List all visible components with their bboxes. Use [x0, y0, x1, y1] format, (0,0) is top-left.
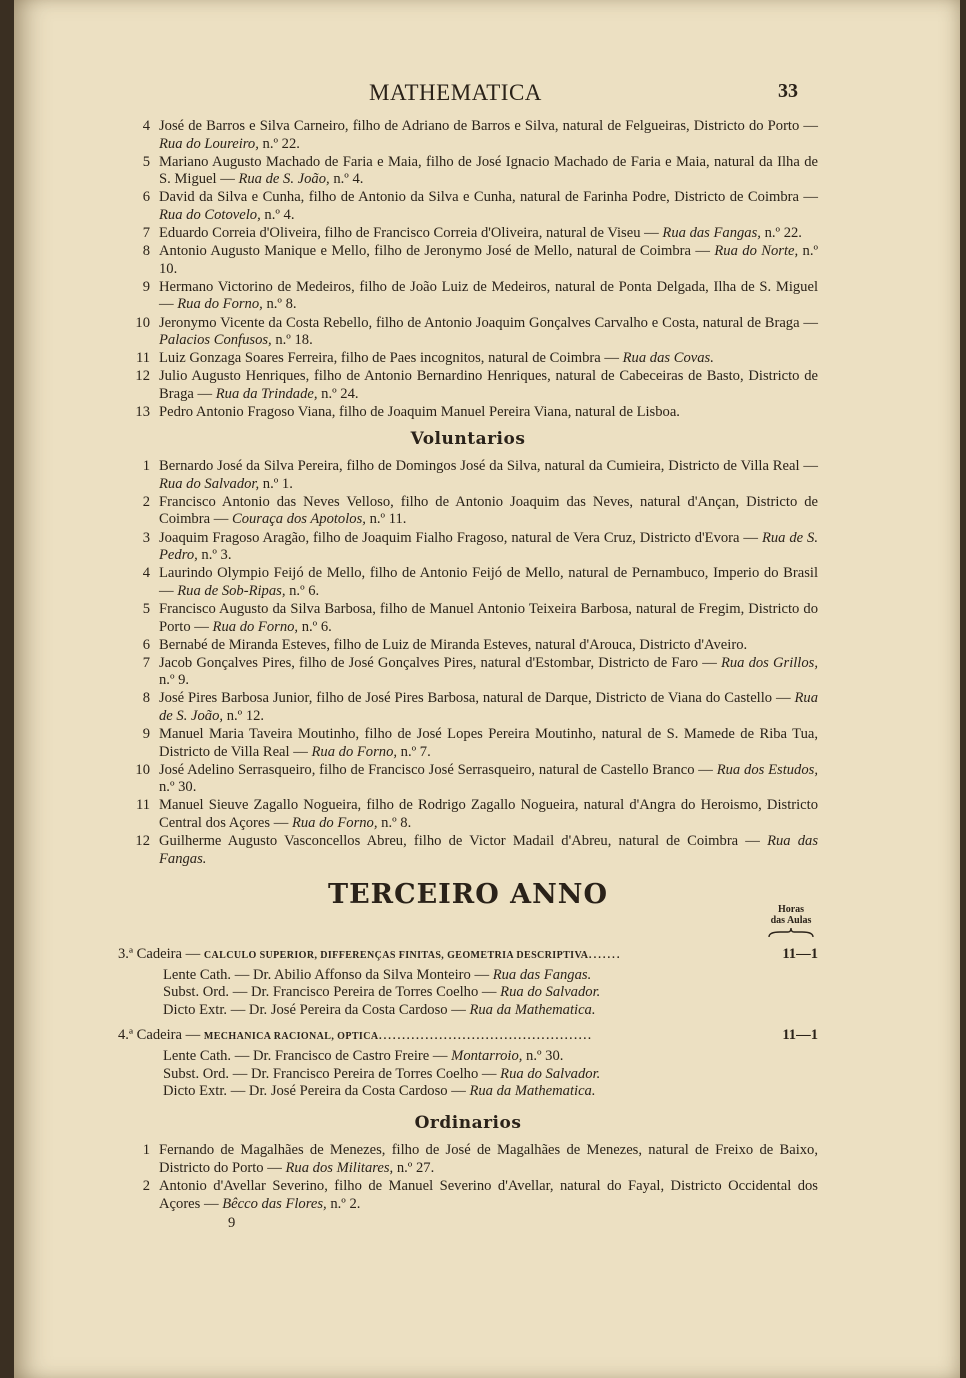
horas-label: Horas das Aulas	[770, 903, 812, 926]
top-list	[118, 118, 818, 422]
list-item: 13 Pedro Antonio Fragoso Viana, filho de Joaquim Manuel Pereira Viana, natural de Lisboa.	[135, 404, 680, 420]
list-item: 6 David da Silva e Cunha, filho de Antonio da Silva e Cunha, natural de Farinha Podre, Districto de Coimbra — Rua do Cotovelo, n.º 4.	[142, 189, 818, 223]
staff-row: Dicto Extr. — Dr. José Pereira da Costa Cardoso — Rua da Mathematica.	[163, 1001, 596, 1018]
signature-mark: 9	[228, 1215, 236, 1232]
list-item: 5 Francisco Augusto da Silva Barbosa, filho de Manuel Antonio Teixeira Barbosa, natural de Fregim, Districto do Porto — Rua do Forno, n.º 6.	[142, 600, 818, 635]
cadeira-block-4	[118, 1027, 818, 1100]
section-heading-ordinarios: Ordinarios	[414, 1112, 522, 1133]
list-item: 8 Antonio Augusto Manique e Mello, filho de Jeronymo José de Mello, natural de Coimbra — Rua do Norte, n.º 10.	[142, 243, 818, 277]
ordinarios-list	[118, 1142, 818, 1213]
staff-row: Subst. Ord. — Dr. Francisco Pereira de Torres Coelho — Rua do Salvador.	[163, 1065, 601, 1082]
hours-value: 11—1	[782, 945, 818, 962]
list-item: 11 Manuel Sieuve Zagallo Nogueira, filho de Rodrigo Zagallo Nogueira, natural d'Angra do Heroismo, Districto Central dos Açores — Rua do Forno, n.º 8.	[135, 797, 818, 832]
list-item: 10 Jeronymo Vicente da Costa Rebello, filho de Antonio Joaquim Gonçalves Carvalho e Costa, natural de Braga — Palacios Confusos, n.º 18.	[135, 314, 818, 349]
list-item: 4 José de Barros e Silva Carneiro, filho de Adriano de Barros e Silva, natural de Felgueiras, Districto do Porto — Rua do Loureiro, n.º 22.	[142, 118, 818, 152]
cadeira-block-3	[118, 946, 818, 1019]
page-header	[14, 78, 960, 112]
brace-icon	[768, 928, 814, 938]
list-item: 2 Francisco Antonio das Neves Velloso, filho de Antonio Joaquim das Neves, natural d'Ançan, Districto de Coimbra — Couraça dos Apotolos, n.º 11.	[142, 493, 818, 528]
list-item: 2 Antonio d'Avellar Severino, filho de Manuel Severino d'Avellar, natural do Fayal, Districto Occidental dos Açores — Bêcco das Flores, n.º 2.	[142, 1177, 818, 1212]
list-item: 8 José Pires Barbosa Junior, filho de José Pires Barbosa, natural de Darque, Districto de Viana do Castello — Rua de S. João, n.º 12.	[142, 690, 818, 724]
staff-list	[118, 1048, 818, 1101]
list-item: 1 Fernando de Magalhães de Menezes, filho de José de Magalhães de Menezes, natural de Freixo de Baixo, Districto do Porto — Rua dos Militares, n.º 27.	[142, 1142, 818, 1176]
horas-header	[118, 904, 818, 944]
list-item: 12 Julio Augusto Henriques, filho de Antonio Bernardino Henriques, natural de Cabeceiras de Basto, Districto de Braga — Rua da Trindade, n.º 24.	[135, 368, 818, 402]
book-page	[14, 0, 960, 1378]
cadeira-line: 4.ª Cadeira — MECHANICA RACIONAL, OPTICA.............................................. 11—1	[118, 1027, 818, 1044]
cadeira-line: 3.ª Cadeira — CALCULO SUPERIOR, DIFFERENÇAS FINITAS, GEOMETRIA DESCRIPTIVA....... 11—1	[118, 945, 818, 962]
staff-row: Subst. Ord. — Dr. Francisco Pereira de Torres Coelho — Rua do Salvador.	[163, 984, 601, 1001]
section-heading-voluntarios: Voluntarios	[410, 428, 526, 449]
list-item: 11 Luiz Gonzaga Soares Ferreira, filho de Paes incognitos, natural de Coimbra — Rua das Covas.	[135, 350, 714, 367]
list-item: 10 José Adelino Serrasqueiro, filho de Francisco José Serrasqueiro, natural de Castello Branco — Rua dos Estudos, n.º 30.	[135, 761, 818, 796]
hours-value: 11—1	[782, 1027, 818, 1044]
section-heading-terceiro-anno: TERCEIRO ANNO	[328, 879, 608, 911]
list-item: 9 Manuel Maria Taveira Moutinho, filho de José Lopes Pereira Moutinho, natural de S. Mamede de Riba Tua, Districto de Villa Real — Rua do Forno, n.º 7.	[142, 726, 818, 760]
voluntarios-list	[118, 458, 818, 868]
list-item: 9 Hermano Victorino de Medeiros, filho de João Luiz de Medeiros, natural de Ponta Delgada, Ilha de S. Miguel — Rua do Forno, n.º 8.	[142, 278, 818, 313]
list-item: 6 Bernabé de Miranda Esteves, filho de Luiz de Miranda Esteves, natural d'Arouca, Districto d'Aveiro.	[142, 636, 748, 653]
page-content	[118, 118, 818, 1233]
staff-row: Lente Cath. — Dr. Abilio Affonso da Silva Monteiro — Rua das Fangas.	[163, 966, 592, 983]
list-item: 12 Guilherme Augusto Vasconcellos Abreu, filho de Victor Madail d'Abreu, natural de Coimbra — Rua das Fangas.	[135, 833, 818, 867]
list-item: 4 Laurindo Olympio Feijó de Mello, filho de Antonio Feijó de Mello, natural de Pernambuco, Imperio do Brasil — Rua de Sob-Ripas, n.º 6.	[142, 565, 818, 599]
page-title: MATHEMATICA	[369, 80, 542, 105]
list-item: 7 Eduardo Correia d'Oliveira, filho de Francisco Correia d'Oliveira, natural de Viseu — Rua das Fangas, n.º 22.	[142, 225, 802, 242]
list-item: 7 Jacob Gonçalves Pires, filho de José Gonçalves Pires, natural d'Estombar, Districto de Faro — Rua dos Grillos, n.º 9.	[142, 654, 818, 689]
list-item: 1 Bernardo José da Silva Pereira, filho de Domingos José da Silva, natural da Cumieira, Districto de Villa Real — Rua do Salvador, n.º 1.	[142, 458, 818, 492]
staff-row: Lente Cath. — Dr. Francisco de Castro Freire — Montarroio, n.º 30.	[163, 1047, 564, 1064]
staff-row: Dicto Extr. — Dr. José Pereira da Costa Cardoso — Rua da Mathematica.	[163, 1083, 596, 1100]
list-item: 3 Joaquim Fragoso Aragão, filho de Joaquim Fialho Fragoso, natural de Vera Cruz, Districto d'Evora — Rua de S. Pedro, n.º 3.	[142, 529, 818, 564]
page-number: 33	[778, 80, 798, 102]
staff-list	[118, 967, 818, 1020]
list-item: 5 Mariano Augusto Machado de Faria e Maia, filho de José Ignacio Machado de Faria e Maia, natural da Ilha de S. Miguel — Rua de S. João, n.º 4.	[142, 153, 818, 188]
